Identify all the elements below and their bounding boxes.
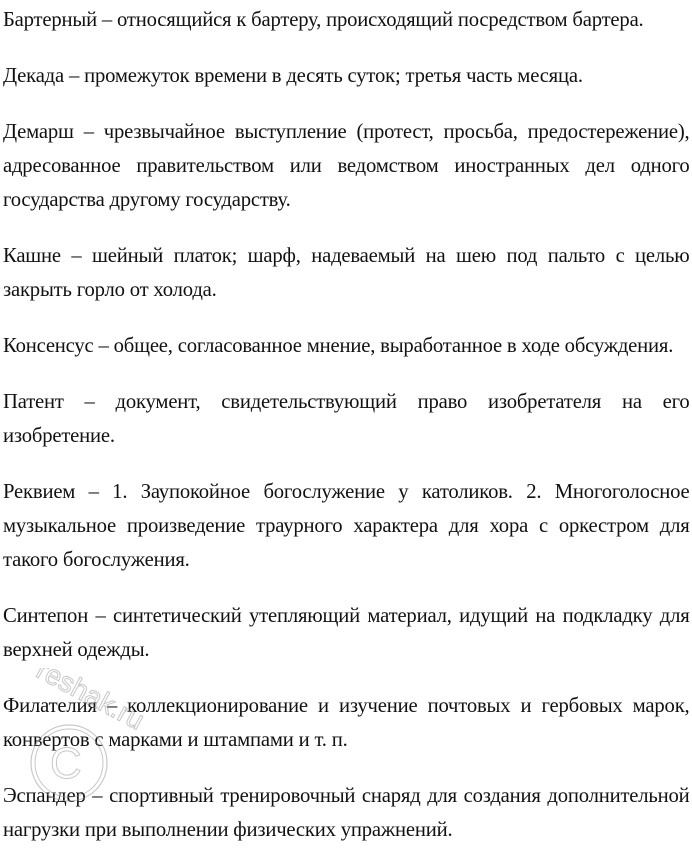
copyright-symbol: C [50, 739, 82, 788]
glossary-entry-demarsh: Демарш – чрезвычайное выступление (протест, просьба, предостережение), адресованное правительством или ведомством иностранных дел одного государства другому государству. [3, 119, 690, 211]
glossary-entry-espander: Эспандер – спортивный тренировочный снаряд для создания дополнительной нагрузки при выполнении физических упражнений. [3, 783, 690, 841]
glossary-entry-patent: Патент – документ, свидетельствующий право изобретателя на его изобретение. [3, 389, 690, 447]
glossary-entry-filateliya: Филателия – коллекционирование и изучение почтовых и гербовых марок, конвертов с марками и штампами и т. п. [3, 693, 690, 751]
glossary-entry-kashne: Кашне – шейный платок; шарф, надеваемый на шею под пальто с целью закрыть горло от холода. [3, 243, 690, 301]
watermark-text: reshak.ru [31, 668, 150, 736]
glossary-entry-rekviem: Реквием – 1. Заупокойное богослужение у католиков. 2. Многоголосное музыкальное произведение траурного характера для хора с оркестром для такого богослужения. [3, 479, 690, 571]
glossary-entry-dekada: Декада – промежуток времени в десять суток; третья часть месяца. [3, 63, 583, 87]
glossary-document [3, 0, 690, 868]
glossary-entry-barter: Бартерный – относящийся к бартеру, происходящий посредством бартера. [3, 7, 644, 31]
glossary-entry-sintepon: Синтепон – синтетический утепляющий материал, идущий на подкладку для верхней одежды. [3, 603, 690, 661]
glossary-entry-konsensus: Консенсус – общее, согласованное мнение, выработанное в ходе обсуждения. [3, 333, 674, 357]
